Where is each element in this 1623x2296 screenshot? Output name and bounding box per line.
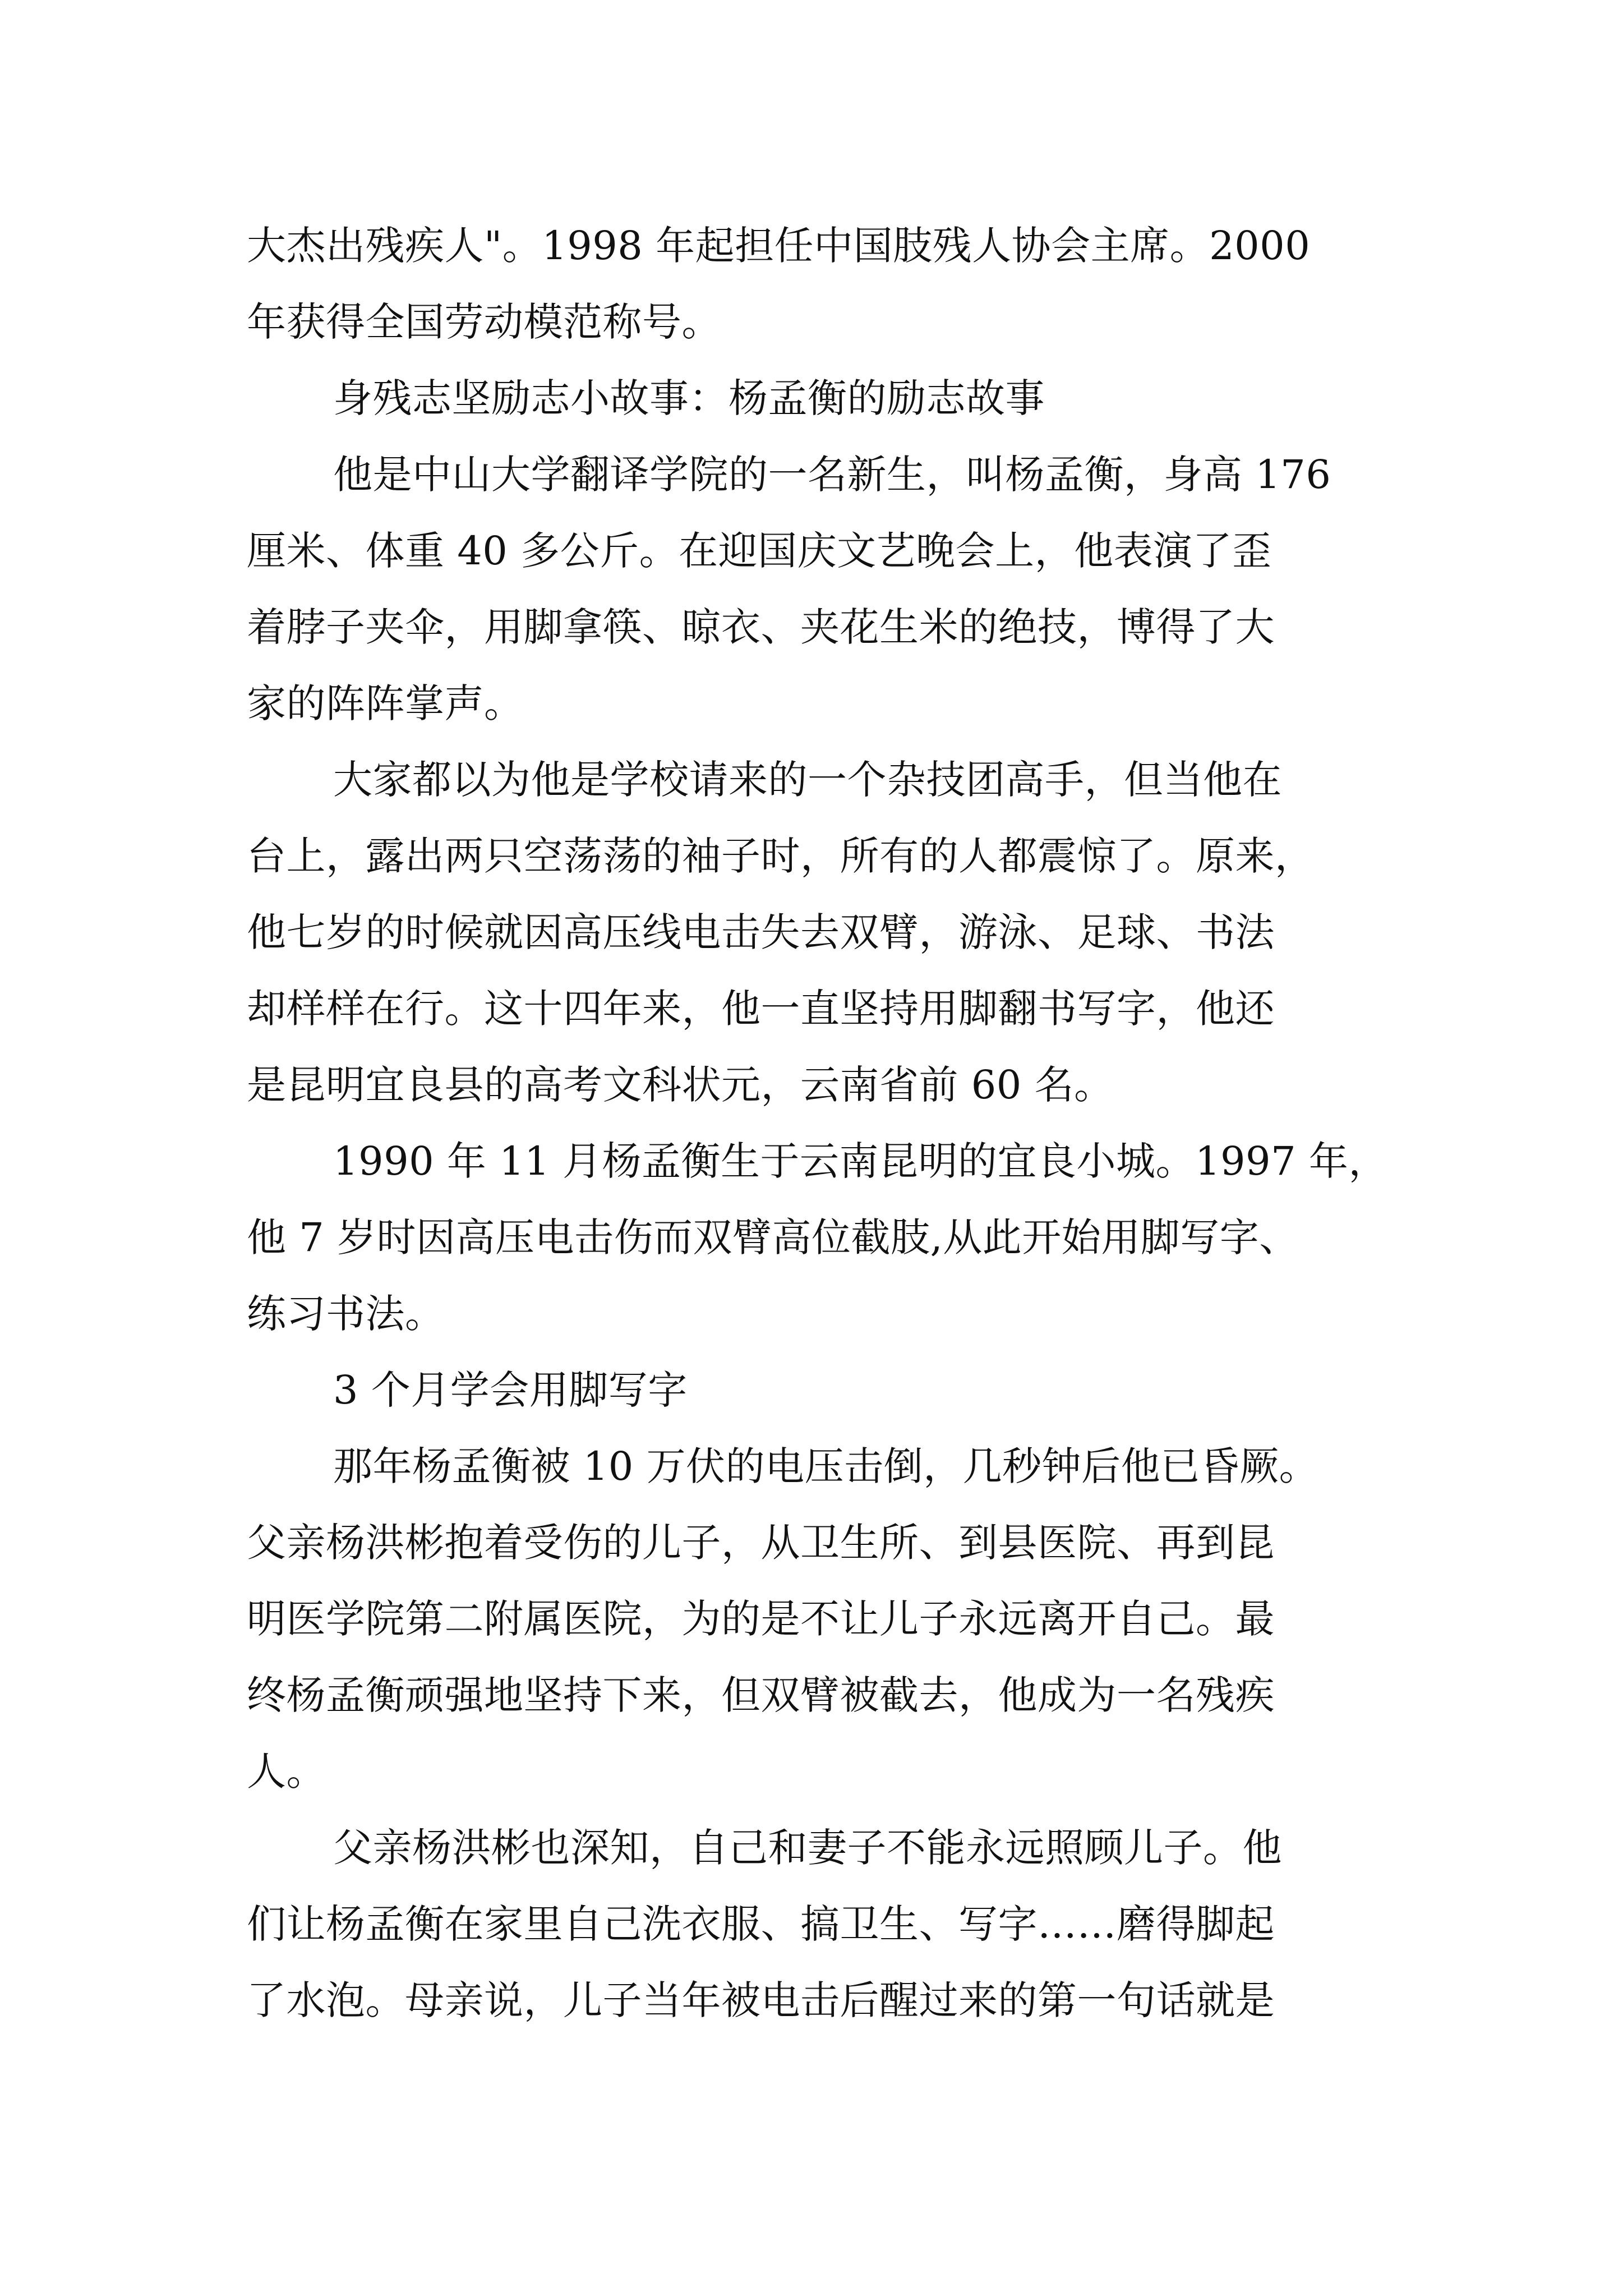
text-line: 年获得全国劳动模范称号。 xyxy=(247,299,721,345)
text-line: 人。 xyxy=(247,1749,326,1795)
text-line: 他是中山大学翻译学院的一名新生，叫杨孟衡，身高 176 xyxy=(333,452,1331,498)
text-line: 练习书法。 xyxy=(247,1291,445,1337)
section-heading: 身残志坚励志小故事：杨孟衡的励志故事 xyxy=(333,375,1045,421)
text-line: 大杰出残疾人"。1998 年起担任中国肢残人协会主席。2000 xyxy=(247,223,1311,269)
text-line: 父亲杨洪彬也深知，自己和妻子不能永远照顾儿子。他 xyxy=(333,1825,1282,1871)
text-line: 父亲杨洪彬抱着受伤的儿子，从卫生所、到县医院、再到昆 xyxy=(247,1520,1275,1566)
text-line: 他七岁的时候就因高压线电击失去双臂，游泳、足球、书法 xyxy=(247,909,1275,955)
text-line: 着脖子夹伞，用脚拿筷、晾衣、夹花生米的绝技，博得了大 xyxy=(247,604,1275,650)
text-line: 是昆明宜良县的高考文科状元，云南省前 60 名。 xyxy=(247,1062,1114,1108)
text-line: 台上，露出两只空荡荡的袖子时，所有的人都震惊了。原来， xyxy=(247,833,1315,879)
text-line: 家的阵阵掌声。 xyxy=(247,680,524,726)
section-heading: 3 个月学会用脚写字 xyxy=(333,1367,688,1413)
text-line: 大家都以为他是学校请来的一个杂技团高手，但当他在 xyxy=(333,757,1282,803)
text-line: 终杨孟衡顽强地坚持下来，但双臂被截去，他成为一名残疾 xyxy=(247,1672,1275,1718)
text-line: 了水泡。母亲说，儿子当年被电击后醒过来的第一句话就是 xyxy=(247,1977,1275,2023)
text-line: 们让杨孟衡在家里自己洗衣服、搞卫生、写字……磨得脚起 xyxy=(247,1901,1275,1947)
text-line: 厘米、体重 40 多公斤。在迎国庆文艺晚会上，他表演了歪 xyxy=(247,528,1272,574)
text-line: 那年杨孟衡被 10 万伏的电压击倒，几秒钟后他已昏厥。 xyxy=(333,1443,1319,1489)
text-line: 他 7 岁时因高压电击伤而双臂高位截肢,从此开始用脚写字、 xyxy=(247,1214,1299,1260)
text-line: 明医学院第二附属医院，为的是不让儿子永远离开自己。最 xyxy=(247,1596,1275,1642)
text-line: 却样样在行。这十四年来，他一直坚持用脚翻书写字，他还 xyxy=(247,986,1275,1032)
text-line: 1990 年 11 月杨孟衡生于云南昆明的宜良小城。1997 年， xyxy=(333,1138,1388,1184)
body-text xyxy=(247,208,1388,2039)
